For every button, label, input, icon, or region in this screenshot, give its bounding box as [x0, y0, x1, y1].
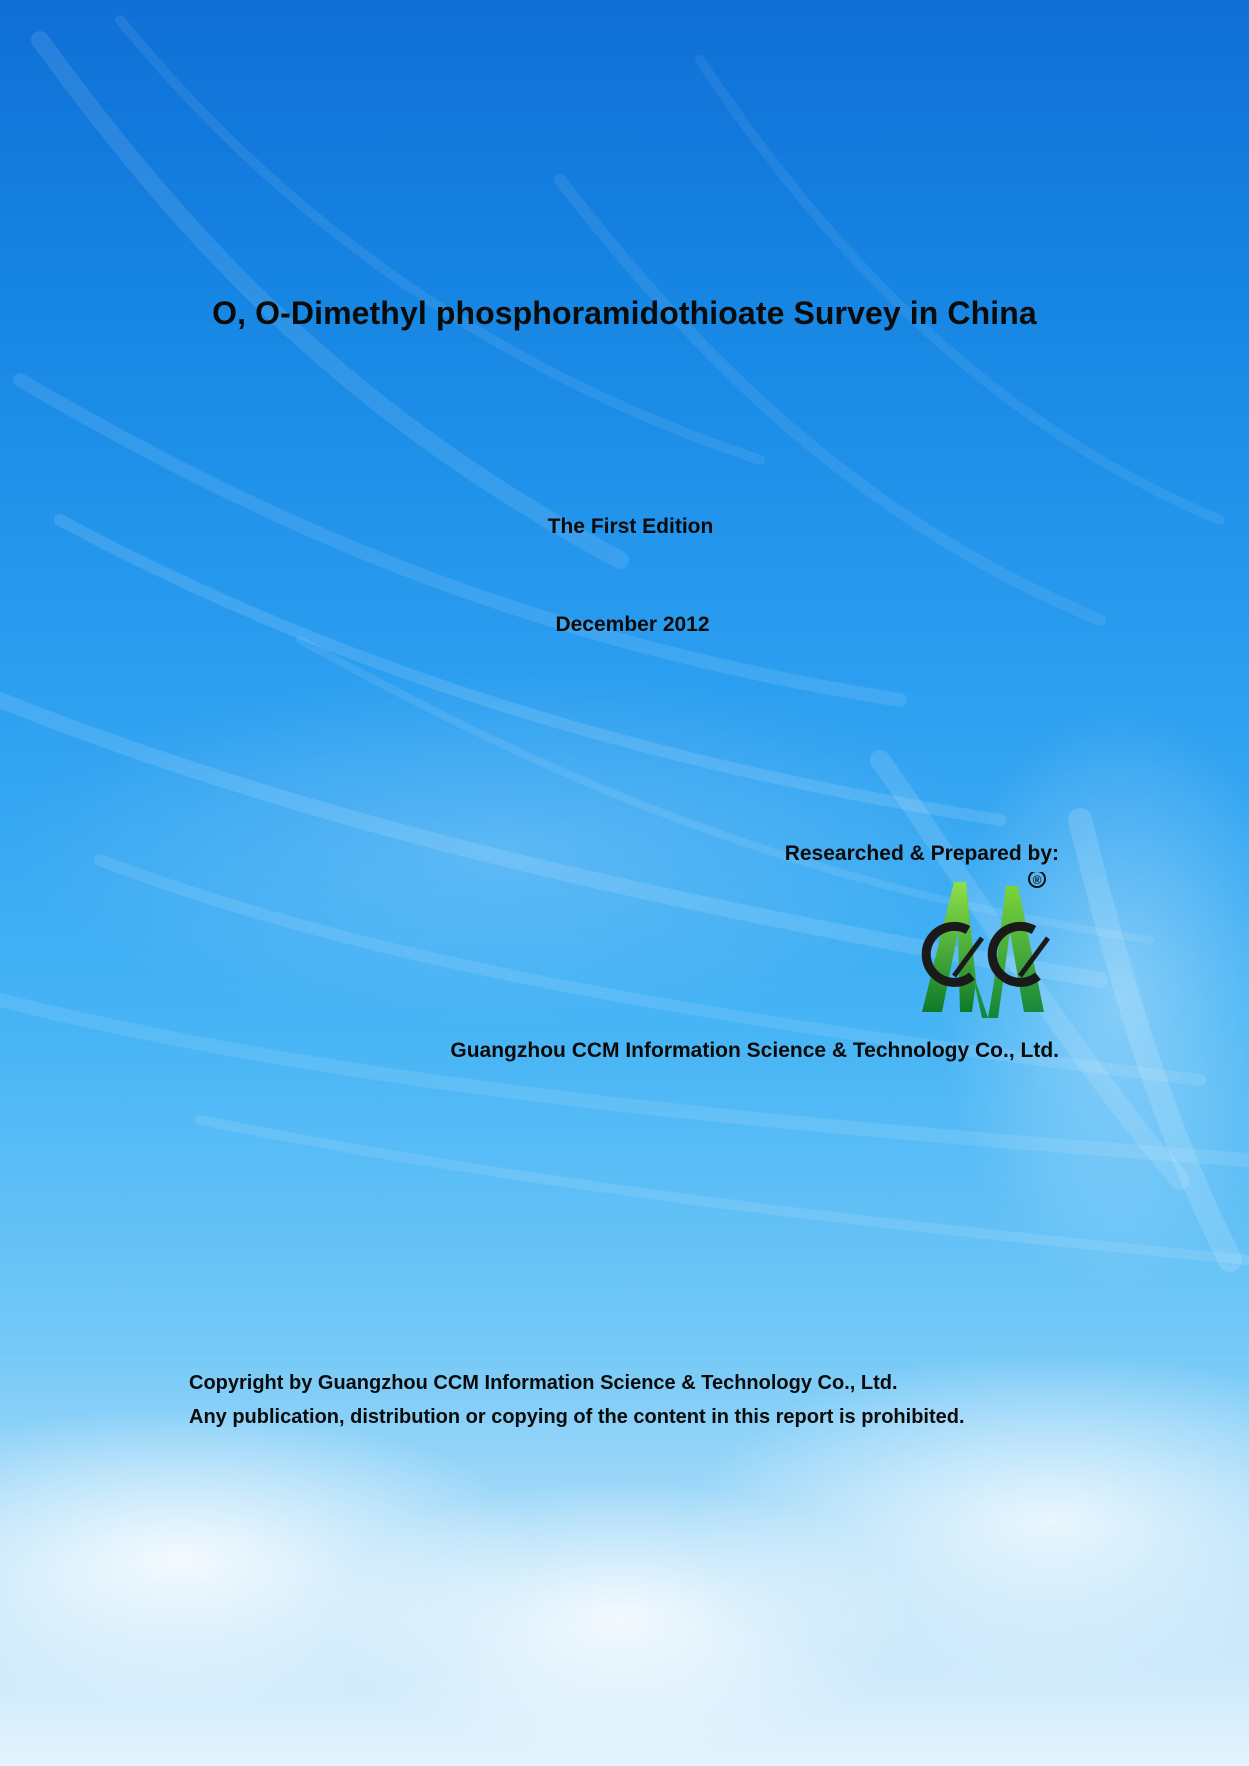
edition-label: The First Edition: [547, 515, 714, 538]
ccm-logo-icon: [902, 872, 1062, 1020]
copyright-line: Any publication, distribution or copying of the content in this report is prohibited.: [189, 1406, 965, 1428]
prepared-by-label: Researched & Prepared by:: [784, 842, 1059, 865]
publication-date: December 2012: [555, 613, 710, 636]
page-title: O, O-Dimethyl phosphoramidothioate Survey in China: [212, 295, 1037, 331]
copyright-line: Copyright by Guangzhou CCM Information Science & Technology Co., Ltd.: [189, 1372, 898, 1394]
registered-mark: ®: [1032, 873, 1042, 887]
copyright-notice: [189, 1366, 965, 1434]
company-name: Guangzhou CCM Information Science & Technology Co., Ltd.: [450, 1039, 1059, 1062]
